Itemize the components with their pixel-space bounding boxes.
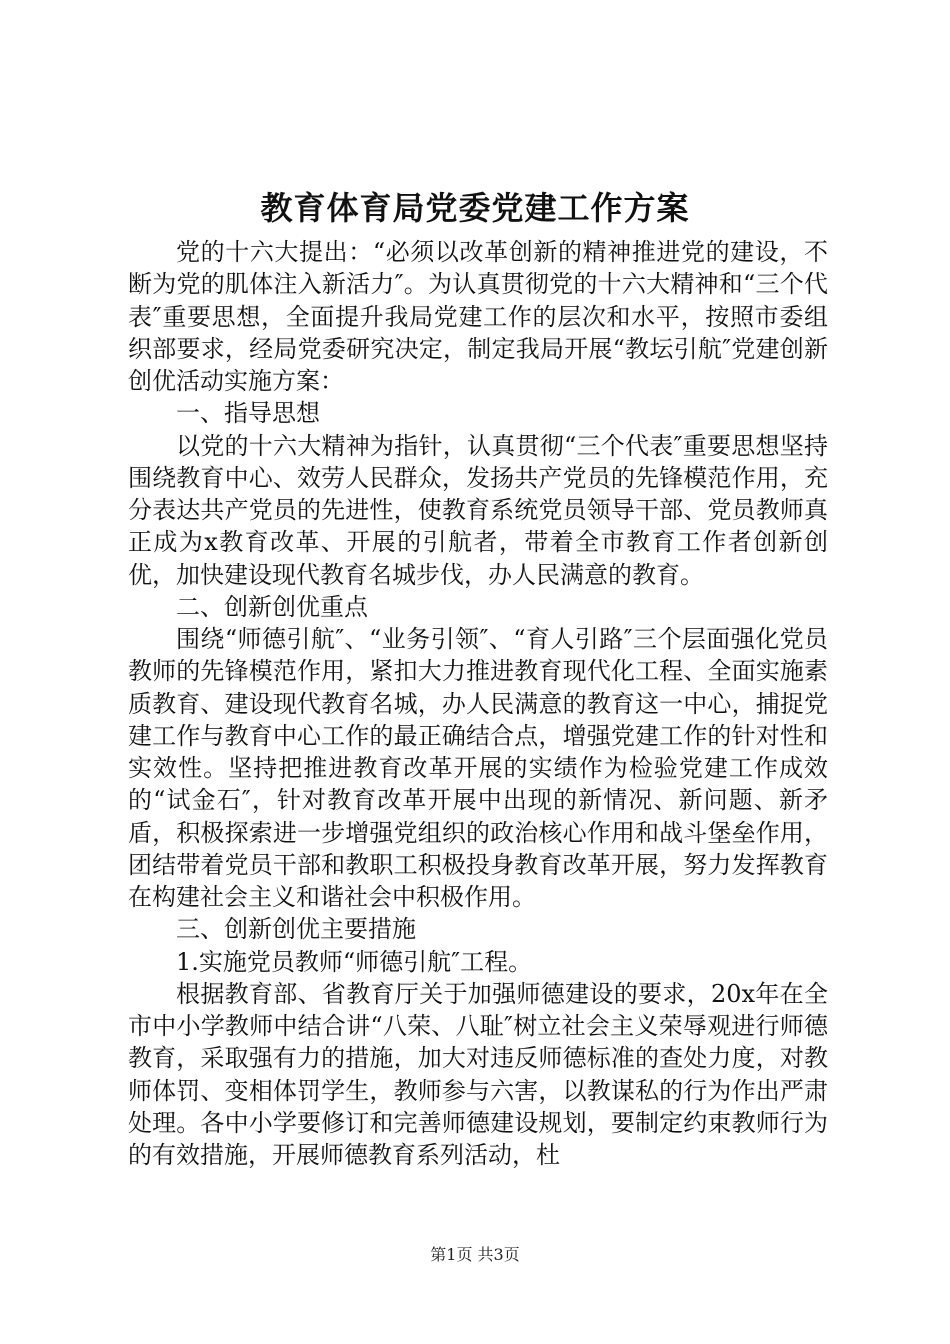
ethics-project-paragraph: 根据教育部、省教育厅关于加强师德建设的要求，20x年在全市中小学教师中结合讲“八荣、八耻″树立社会主义荣辱观进行师德教育，采取强有力的措施，加大对违反师德标准的查处力度，对教师体罚、变相体罚学生，教师参与六害，以教谋私的行为作出严肃处理。各中小学要修订和完善师德建设规划，要制定约束教师行为的有效措施，开展师德教育系列活动，杜 bbox=[128, 979, 828, 1169]
intro-paragraph: 党的十六大提出：“必须以改革创新的精神推进党的建设，不断为党的肌体注入新活力″。为认真贯彻党的十六大精神和“三个代表″重要思想，全面提升我局党建工作的层次和水平，按照市委组织部要求，经局党委研究决定，制定我局开展“教坛引航″党建创新创优活动实施方案： bbox=[128, 238, 828, 395]
section-heading-main-measures: 三、创新创优主要措施 bbox=[176, 915, 416, 944]
document-body bbox=[128, 236, 828, 1171]
subsection-heading-ethics-project: 1.实施党员教师“师德引航″工程。 bbox=[176, 947, 533, 976]
page-footer: 第1页 共3页 bbox=[430, 1245, 520, 1264]
key-points-paragraph: 围绕“师德引航″、“业务引领″、“育人引路″三个层面强化党员教师的先锋模范作用，紧扣大力推进教育现代化工程、全面实施素质教育、建设现代教育名城，办人民满意的教育这一中心，捕捉党建工作与教育中心工作的最正确结合点，增强党建工作的针对性和实效性。坚持把推进教育改革开展的实绩作为检验党建工作成效的“试金石″，针对教育改革开展中出现的新情况、新问题、新矛盾，积极探索进一步增强党组织的政治核心作用和战斗堡垒作用，团结带着党员干部和教职工积极投身教育改革开展，努力发挥教育在构建社会主义和谐社会中积极作用。 bbox=[128, 625, 828, 911]
guiding-ideology-paragraph: 以党的十六大精神为指针，认真贯彻“三个代表″重要思想坚持围绕教育中心、效劳人民群众，发扬共产党员的先锋模范作用，充分表达共产党员的先进性，使教育系统党员领导干部、党员教师真正成为x教育改革、开展的引航者，带着全市教育工作者创新创优，加快建设现代教育名城步伐，办人民满意的教育。 bbox=[128, 431, 828, 589]
section-heading-guiding-ideology: 一、指导思想 bbox=[176, 399, 320, 428]
document-title: 教育体育局党委党建工作方案 bbox=[260, 189, 690, 227]
section-heading-key-points: 二、创新创优重点 bbox=[176, 592, 368, 621]
